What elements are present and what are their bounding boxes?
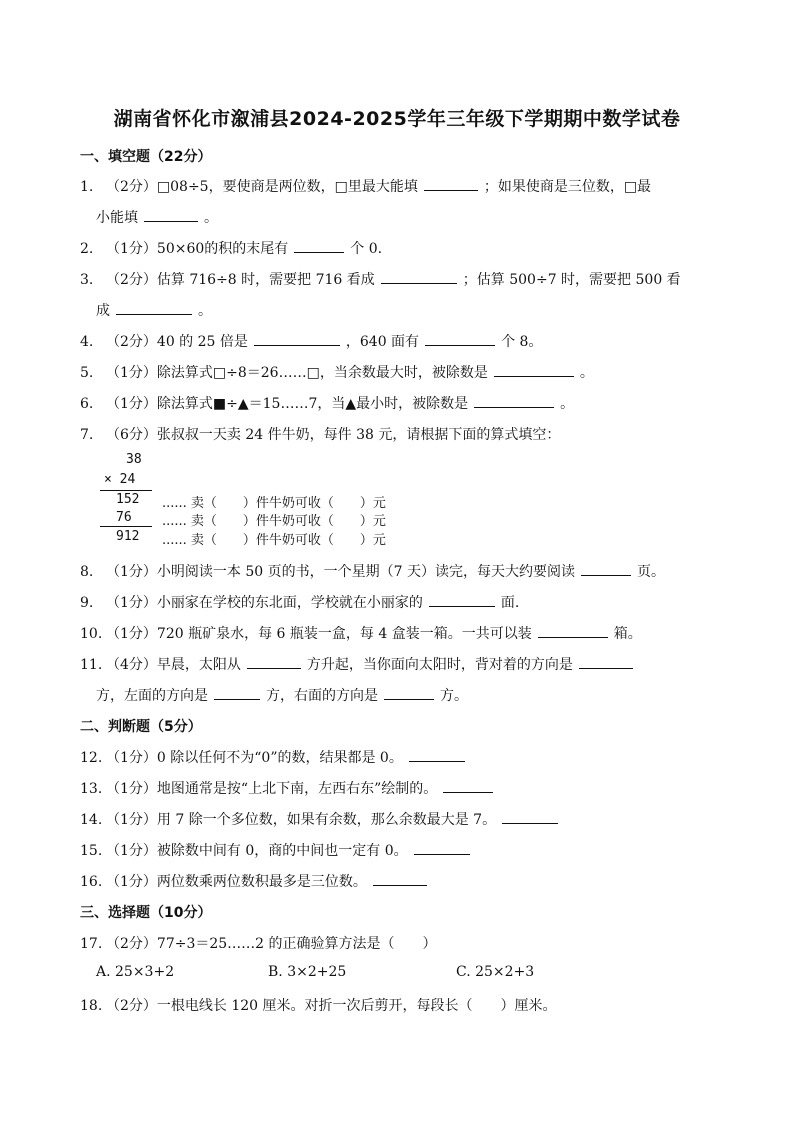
answer-blank[interactable] bbox=[214, 685, 260, 700]
section-multiple-choice-heading: 三、选择题（10分） bbox=[80, 905, 212, 921]
question-number: 11. bbox=[80, 657, 103, 673]
multiplication-work bbox=[96, 452, 436, 548]
answer-blank[interactable] bbox=[425, 331, 495, 346]
answer-blank[interactable] bbox=[373, 871, 427, 886]
rule-line bbox=[100, 490, 152, 491]
question-11-continued: 方，左面的方向是 方，右面的方向是 方。 bbox=[96, 685, 468, 705]
question-3-continued: 成 。 bbox=[96, 300, 212, 320]
question-15: 15. （1分）被除数中间有 0，商的中间也一定有 0。 bbox=[80, 840, 730, 860]
rule-line bbox=[100, 526, 152, 527]
calc-note-1: ...... 卖（ ）件牛奶可收（ ）元 bbox=[162, 496, 386, 511]
answer-blank[interactable] bbox=[538, 623, 608, 638]
question-number: 14. bbox=[80, 812, 103, 828]
question-number: 6. bbox=[80, 396, 94, 412]
question-5: 5. （1分）除法算式□÷8＝26……□，当余数最大时，被除数是 。 bbox=[80, 362, 730, 382]
question-number: 17. bbox=[80, 936, 103, 952]
partial-product-2: 76 bbox=[116, 510, 132, 525]
question-6: 6. （1分）除法算式■÷▲＝15……7，当▲最小时，被除数是 。 bbox=[80, 393, 730, 413]
question-9: 9. （1分）小丽家在学校的东北面，学校就在小丽家的 面. bbox=[80, 592, 730, 612]
question-1: 1. （2分）□08÷5，要使商是两位数，□里最大能填 ；如果使商是三位数，□最 bbox=[80, 176, 730, 196]
question-number: 12. bbox=[80, 750, 103, 766]
answer-blank[interactable] bbox=[116, 300, 192, 315]
question-number: 4. bbox=[80, 334, 94, 350]
calc-note-2: ...... 卖（ ）件牛奶可收（ ）元 bbox=[162, 514, 386, 529]
question-number: 2. bbox=[80, 241, 94, 257]
answer-blank[interactable] bbox=[443, 778, 493, 793]
question-number: 8. bbox=[80, 564, 94, 580]
question-number: 16. bbox=[80, 874, 103, 890]
answer-blank[interactable] bbox=[494, 362, 574, 377]
question-7: 7. （6分）张叔叔一天卖 24 件牛奶，每件 38 元，请根据下面的算式填空： bbox=[80, 427, 561, 443]
page-title: 湖南省怀化市溆浦县2024-2025学年三年级下学期期中数学试卷 bbox=[113, 108, 681, 130]
question-12: 12. （1分）0 除以任何不为“0”的数，结果都是 0。 bbox=[80, 747, 730, 767]
answer-blank[interactable] bbox=[581, 561, 631, 576]
question-1-continued: 小能填 。 bbox=[96, 207, 218, 227]
question-14: 14. （1分）用 7 除一个多位数，如果有余数，那么余数最大是 7。 bbox=[80, 809, 730, 829]
answer-blank[interactable] bbox=[409, 747, 465, 762]
answer-blank[interactable] bbox=[254, 331, 340, 346]
final-product: 912 bbox=[116, 529, 140, 544]
question-3: 3. （2分）估算 716÷8 时，需要把 716 看成 ；估算 500÷7 时，需要把 500 看 bbox=[80, 269, 730, 289]
answer-blank[interactable] bbox=[579, 654, 633, 669]
question-18: 18. （2分）一根电线长 120 厘米。对折一次后剪开，每段长（ ）厘米。 bbox=[80, 998, 557, 1014]
option-c[interactable]: C. 25×2+3 bbox=[456, 964, 535, 980]
section-true-false-heading: 二、判断题（5分） bbox=[80, 719, 202, 735]
question-8: 8. （1分）小明阅读一本 50 页的书，一个星期（7 天）读完，每天大约要阅读 页。 bbox=[80, 561, 730, 581]
question-number: 18. bbox=[80, 998, 103, 1014]
question-2: 2. （1分）50×60的积的末尾有 个 0. bbox=[80, 238, 730, 258]
multiplicand: 38 bbox=[126, 452, 142, 467]
question-number: 13. bbox=[80, 781, 103, 797]
option-a[interactable]: A. 25×3+2 bbox=[96, 964, 175, 980]
section-fill-blank-heading: 一、填空题（22分） bbox=[80, 149, 212, 165]
question-11: 11. （4分）早晨，太阳从 方升起，当你面向太阳时，背对着的方向是 bbox=[80, 654, 730, 674]
question-number: 5. bbox=[80, 365, 94, 381]
question-4: 4. （2分）40 的 25 倍是 ，640 面有 个 8。 bbox=[80, 331, 730, 351]
partial-product-1: 152 bbox=[116, 492, 140, 507]
question-number: 10. bbox=[80, 626, 103, 642]
answer-blank[interactable] bbox=[502, 809, 558, 824]
question-number: 7. bbox=[80, 427, 94, 443]
answer-blank[interactable] bbox=[474, 393, 554, 408]
question-13: 13. （1分）地图通常是按“上北下南，左西右东”绘制的。 bbox=[80, 778, 730, 798]
question-number: 3. bbox=[80, 272, 94, 288]
answer-blank[interactable] bbox=[414, 840, 470, 855]
calc-note-3: ...... 卖（ ）件牛奶可收（ ）元 bbox=[162, 533, 386, 548]
answer-blank[interactable] bbox=[384, 685, 434, 700]
answer-blank[interactable] bbox=[294, 238, 344, 253]
answer-blank[interactable] bbox=[429, 592, 495, 607]
answer-blank[interactable] bbox=[144, 207, 198, 222]
question-17: 17. （2分）77÷3＝25……2 的正确验算方法是（ ） bbox=[80, 936, 437, 952]
question-10: 10. （1分）720 瓶矿泉水，每 6 瓶装一盒，每 4 盒装一箱。一共可以装 箱。 bbox=[80, 623, 730, 643]
question-number: 1. bbox=[80, 179, 94, 195]
answer-blank[interactable] bbox=[424, 176, 478, 191]
question-number: 9. bbox=[80, 595, 94, 611]
question-16: 16. （1分）两位数乘两位数积最多是三位数。 bbox=[80, 871, 730, 891]
answer-blank[interactable] bbox=[381, 269, 457, 284]
option-b[interactable]: B. 3×2+25 bbox=[268, 964, 347, 980]
multiplier: × 24 bbox=[104, 472, 136, 487]
answer-blank[interactable] bbox=[247, 654, 301, 669]
question-number: 15. bbox=[80, 843, 103, 859]
